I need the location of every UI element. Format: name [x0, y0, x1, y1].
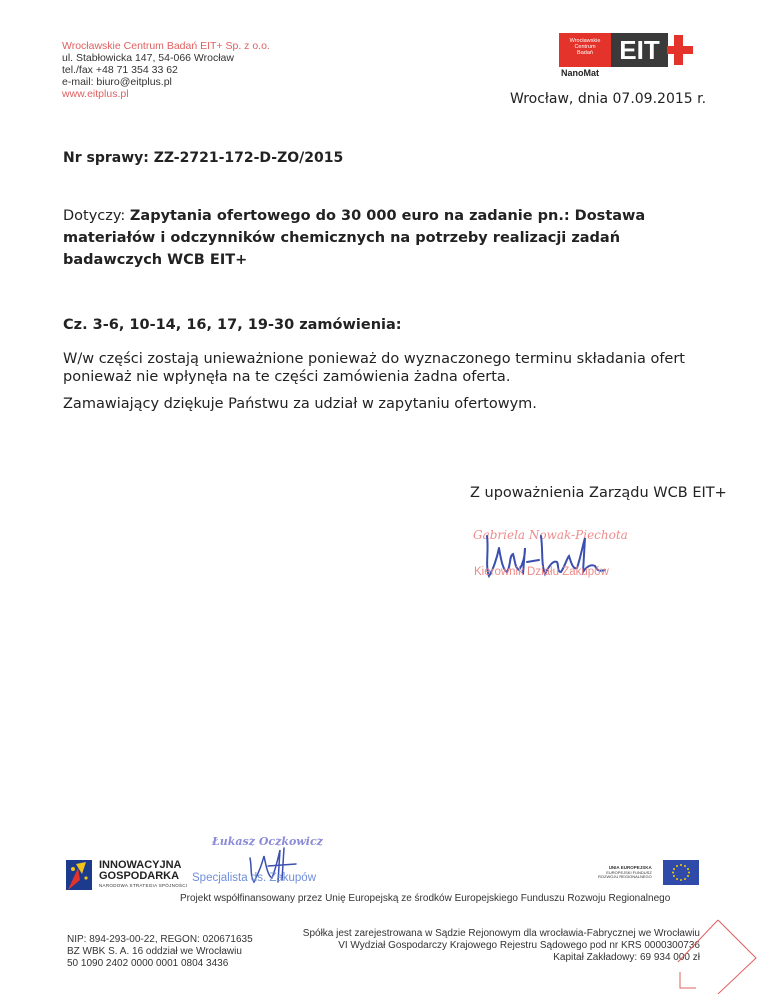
innowacyjna-gospodarka-text	[99, 860, 187, 889]
innowacyjna-gospodarka-icon	[66, 860, 92, 890]
eit-logo	[559, 33, 698, 78]
manager-stamp-title: Kierownik Działu Zakupów	[474, 566, 609, 578]
eu-line-3: ROZWOJU REGIONALNEGO	[598, 874, 652, 879]
ig-line-3: NARODOWA STRATEGIA SPÓJNOŚCI	[99, 883, 188, 888]
footer-left	[67, 934, 253, 970]
case-number: Nr sprawy: ZZ-2721-172-D-ZO/2015	[63, 150, 344, 166]
body-paragraph-2: Zamawiający dziękuje Państwu za udział w zapytaniu ofertowym.	[63, 396, 537, 412]
logo-box-line-3: Badań	[577, 50, 593, 56]
logo-eit-text: EIT	[611, 33, 668, 67]
specialist-stamp-title: Specjalista ds. Zakupów	[192, 872, 317, 884]
ig-line-1: INNOWACYJNA	[99, 859, 182, 871]
logo-red-box	[559, 33, 611, 67]
company-phone: tel./fax +48 71 354 33 62	[62, 64, 178, 76]
ig-line-2: GOSPODARKA	[99, 870, 180, 882]
eu-line-2: EUROPEJSKI FUNDUSZ	[606, 869, 652, 875]
footer-bank: BZ WBK S. A. 16 oddział we Wrocławiu	[67, 946, 242, 957]
footer-court: Spółka jest zarejestrowana w Sądzie Rejonowym dla wrocławia-Fabrycznej we Wrocławiu	[302, 928, 700, 939]
company-header	[62, 40, 270, 100]
logo-nanomat: NanoMat	[561, 68, 599, 78]
eu-line-1: UNIA EUROPEJSKA	[608, 865, 652, 870]
authorization-line: Z upoważnienia Zarządu WCB EIT+	[470, 485, 727, 501]
manager-stamp-name: Gabriela Nowak-Piechota	[473, 528, 628, 542]
subject	[63, 205, 703, 271]
body-paragraph-1: W/w części zostają unieważnione ponieważ do wyznaczonego terminu składania ofert ponieważ nie wpłynęła na te części zamówienia żadna oferta.	[63, 351, 685, 385]
company-website: www.eitplus.pl	[62, 88, 129, 100]
corner-decoration	[668, 912, 758, 994]
footer-capital: Kapitał Zakładowy: 69 934 000 zł	[553, 952, 700, 963]
footer-right	[290, 928, 700, 964]
project-note: Projekt współfinansowany przez Unię Europejską ze środków Europejskiego Funduszu Rozwoju Regionalnego	[180, 893, 671, 904]
specialist-stamp-name: Łukasz Oczkowicz	[212, 835, 323, 848]
subject-text: Zapytania ofertowego do 30 000 euro na zadanie pn.: Dostawa materiałów i odczynników chemicznych na potrzeby realizacji zadań badawczych WCB EIT+	[63, 208, 646, 268]
footer-account: 50 1090 2402 0000 0001 0804 3436	[67, 958, 229, 969]
footer-krs: VI Wydział Gospodarczy Krajowego Rejestru Sądowego pod nr KRS 0000300736	[338, 940, 700, 951]
company-name: Wrocławskie Centrum Badań EIT+ Sp. z o.o.	[62, 40, 270, 52]
eu-text	[598, 866, 652, 880]
parts-heading: Cz. 3-6, 10-14, 16, 17, 19-30 zamówienia:	[63, 317, 402, 333]
company-email: e-mail: biuro@eitplus.pl	[62, 76, 172, 88]
logo-box-line-1: Wrocławskie	[569, 38, 601, 44]
logo-box-line-2: Centrum	[574, 44, 596, 50]
document-date: Wrocław, dnia 07.09.2015 r.	[510, 91, 707, 107]
subject-prefix: Dotyczy:	[63, 208, 130, 224]
logo-plus-bar	[667, 46, 693, 54]
eu-flag-icon	[663, 860, 699, 885]
footer-nip: NIP: 894-293-00-22, REGON: 020671635	[67, 934, 253, 945]
company-street: ul. Stabłowicka 147, 54-066 Wrocław	[62, 52, 234, 64]
